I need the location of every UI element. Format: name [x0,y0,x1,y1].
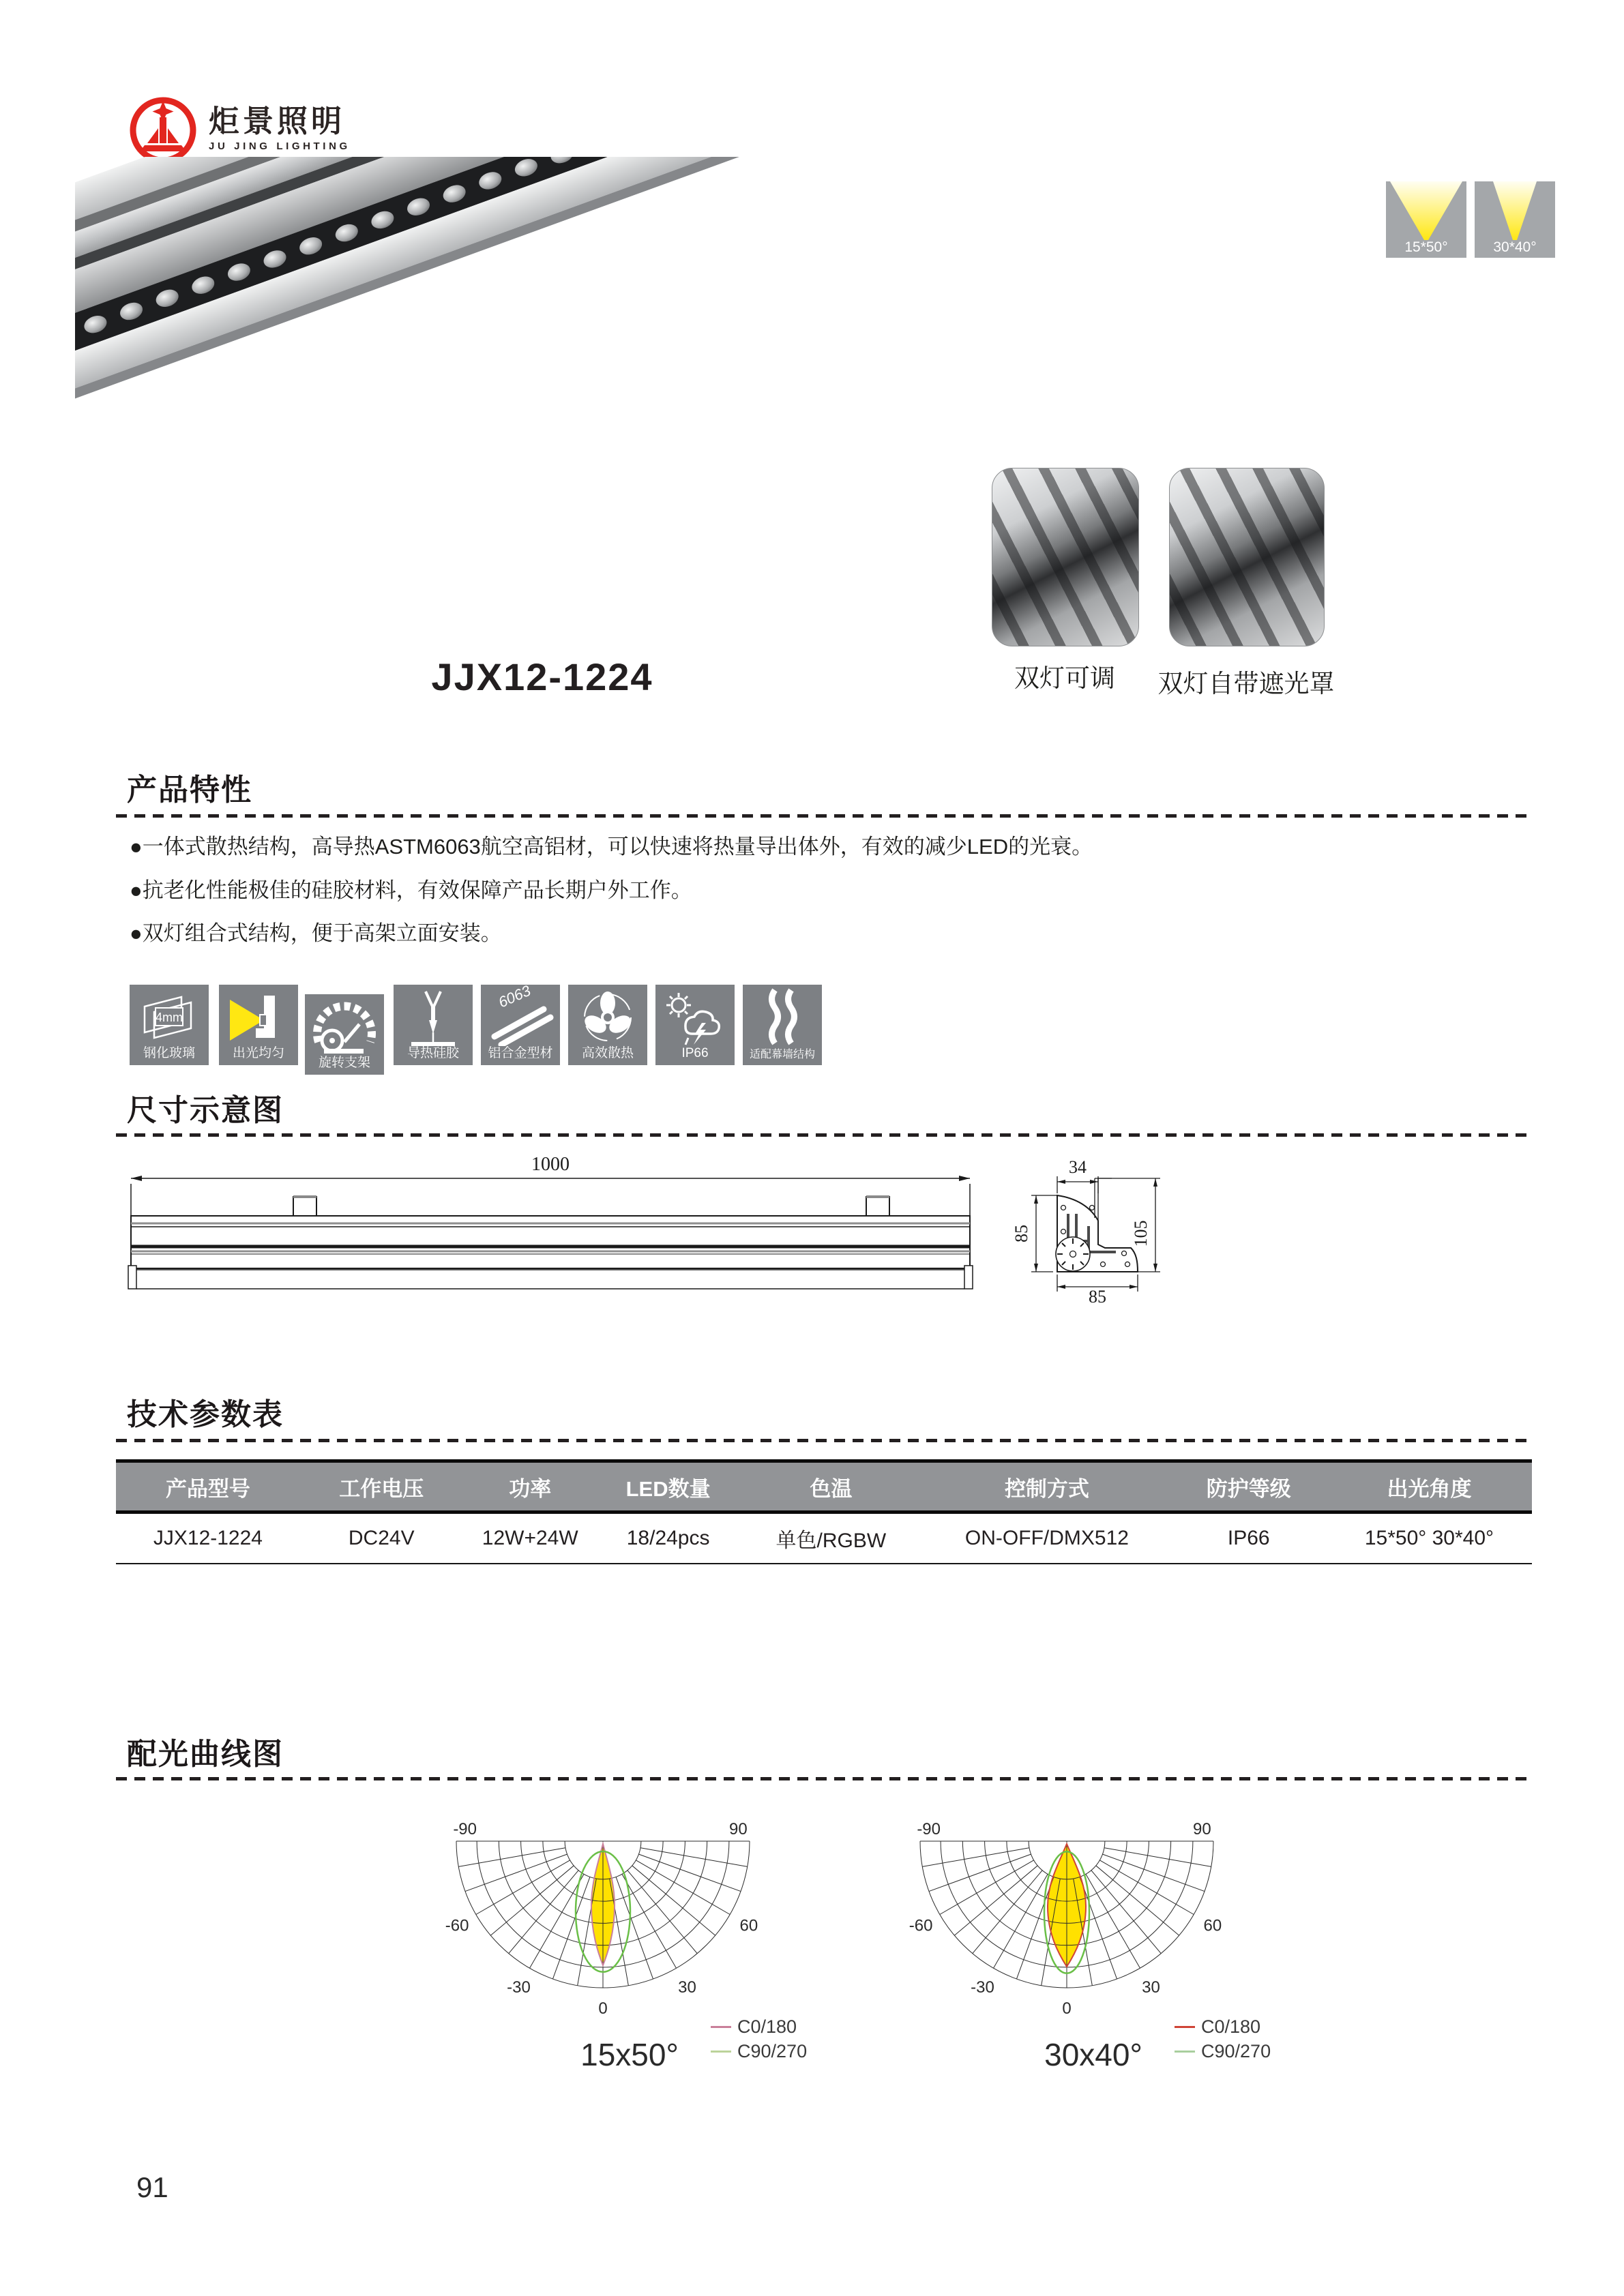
weatherproof-icon [655,985,735,1046]
svg-text:1000: 1000 [531,1154,570,1175]
col-header: 控制方式 [1004,1476,1089,1501]
feature-tile-label: 高效散热 [581,1046,634,1060]
photometric-chart-30x40 [885,1813,1271,2099]
feature-tile-heat-dissipation [568,985,647,1065]
polar-diagram [885,1813,1267,2044]
svg-text:60: 60 [1203,1916,1222,1935]
svg-text:-60: -60 [445,1916,469,1935]
section-title-dimensions: 尺寸示意图 [127,1094,284,1127]
divider [116,1777,1532,1780]
aluminum-profile-icon [481,985,560,1046]
svg-text:85: 85 [1012,1225,1031,1242]
polar-diagram [422,1813,803,2044]
tempered-glass-icon [130,985,209,1046]
feature-tile-label: 适配幕墙结构 [749,1049,815,1060]
feature-tile-label: 铝合金型材 [488,1046,553,1060]
section-title-features: 产品特性 [127,773,252,807]
cell-model: JJX12-1224 [153,1527,263,1549]
legend-label: C90/270 [1201,2041,1271,2061]
cell-ip: IP66 [1227,1527,1270,1549]
page-number: 91 [136,2171,168,2203]
cell-control: ON-OFF/DMX512 [964,1527,1129,1549]
feature-bullet: ●双灯组合式结构，便于高架立面安装。 [130,921,502,945]
legend-label: C0/180 [1201,2016,1261,2037]
brand-text [209,106,351,152]
divider [116,1439,1532,1442]
legend-swatch-c90-270 [711,2051,731,2053]
feature-tile-label: 钢化玻璃 [143,1046,195,1060]
uniform-beam-icon [219,985,298,1046]
section-title-photometry: 配光曲线图 [127,1738,284,1771]
chart-legend [711,2014,807,2063]
cell-voltage: DC24V [348,1527,415,1549]
legend-item [711,2014,807,2039]
beam-angle-label: 30*40° [1493,239,1537,255]
svg-text:90: 90 [1193,1820,1211,1838]
feature-bullet: ●抗老化性能极佳的硅胶材料，有效保障产品长期户外工作。 [130,878,692,902]
brand-logo-icon [127,93,199,165]
feature-tile-label: IP66 [681,1046,709,1060]
legend-item [1175,2039,1271,2063]
svg-text:34: 34 [1069,1157,1087,1177]
col-header: 色温 [810,1476,853,1501]
feature-bullet: ●一体式散热结构，高导热ASTM6063航空高铝材，可以快速将热量导出体外，有效的减少LED的光衰。 [130,835,1093,859]
brand-name-en: JU JING LIGHTING [209,140,351,152]
cell-led-qty: 18/24pcs [626,1527,710,1549]
svg-text:0: 0 [1062,1999,1072,2018]
beam-angle-label: 15*50° [1404,239,1448,255]
fan-icon [568,985,647,1046]
feature-tile-glass [130,985,209,1065]
legend-item [1175,2014,1271,2039]
brand-name-cn: 炬景照明 [209,104,346,138]
col-header: 出光角度 [1387,1476,1472,1501]
rotation-gauge-icon [305,994,384,1056]
chart-title: 30x40° [1044,2037,1142,2072]
svg-text:0: 0 [598,1999,608,2018]
feature-tile-label: 导热硅胶 [407,1046,459,1060]
col-header: 功率 [509,1476,552,1501]
brand-logo [127,93,351,165]
table-row [116,1514,1532,1564]
legend-item [711,2039,807,2063]
cell-beam-angle: 15*50° 30*40° [1364,1527,1494,1549]
legend-label: C90/270 [737,2041,808,2061]
svg-text:6063: 6063 [495,985,533,1011]
svg-text:30: 30 [678,1978,696,1997]
thumbnail-caption: 双灯自带遮光罩 [1157,670,1335,698]
thumbnail-dual-adjustable [992,468,1139,646]
beam-angle-badge-30x40 [1475,181,1555,258]
svg-text:85: 85 [1089,1287,1106,1307]
product-photo [75,157,1016,668]
svg-text:-90: -90 [917,1820,941,1838]
col-header: 工作电压 [339,1476,424,1501]
feature-tile-curtain-wall [743,985,822,1065]
thumbnail-caption: 双灯可调 [1014,664,1115,692]
svg-text:-30: -30 [971,1978,994,1997]
svg-text:105: 105 [1131,1220,1151,1247]
divider [116,1133,1532,1137]
chart-legend [1175,2014,1271,2063]
feature-tile-label: 旋转支架 [318,1056,370,1070]
col-header: 产品型号 [165,1476,250,1501]
legend-label: C0/180 [737,2016,797,2037]
svg-text:30: 30 [1142,1978,1160,1997]
feature-tile-ip66 [655,985,735,1065]
legend-swatch-c0-180 [711,2026,731,2028]
thumbnail-dual-shade [1169,468,1325,646]
feature-tile-aluminum-profile [481,985,560,1065]
svg-text:4mm: 4mm [156,1011,183,1024]
cell-color-temp: 单色/RGBW [776,1530,887,1552]
cell-power: 12W+24W [482,1527,578,1549]
svg-text:60: 60 [739,1916,758,1935]
feature-tile-label: 出光均匀 [232,1046,284,1060]
spec-table [116,1459,1532,1564]
section-title-specs: 技术参数表 [127,1398,284,1431]
feature-tile-thermal-silicone [394,985,473,1065]
table-header-row [116,1463,1532,1514]
svg-text:-60: -60 [909,1916,933,1935]
photometric-chart-15x50 [422,1813,808,2099]
svg-text:-30: -30 [507,1978,531,1997]
silicone-dispenser-icon [394,985,473,1046]
col-header: LED数量 [625,1476,711,1501]
dimension-front-view [123,1151,986,1298]
dimension-cross-section [1003,1144,1214,1332]
feature-tile-rotating-bracket [305,994,384,1075]
product-model-title: JJX12-1224 [431,655,653,698]
svg-text:-90: -90 [453,1820,477,1838]
col-header: 防护等级 [1206,1476,1291,1501]
feature-tile-uniform-light [219,985,298,1065]
curtain-wall-icon [743,985,822,1046]
legend-swatch-c0-180 [1175,2026,1195,2028]
divider [116,814,1532,818]
svg-text:90: 90 [729,1820,748,1838]
legend-swatch-c90-270 [1175,2051,1195,2053]
chart-title: 15x50° [580,2037,679,2072]
beam-angle-badge-15x50 [1386,181,1466,258]
